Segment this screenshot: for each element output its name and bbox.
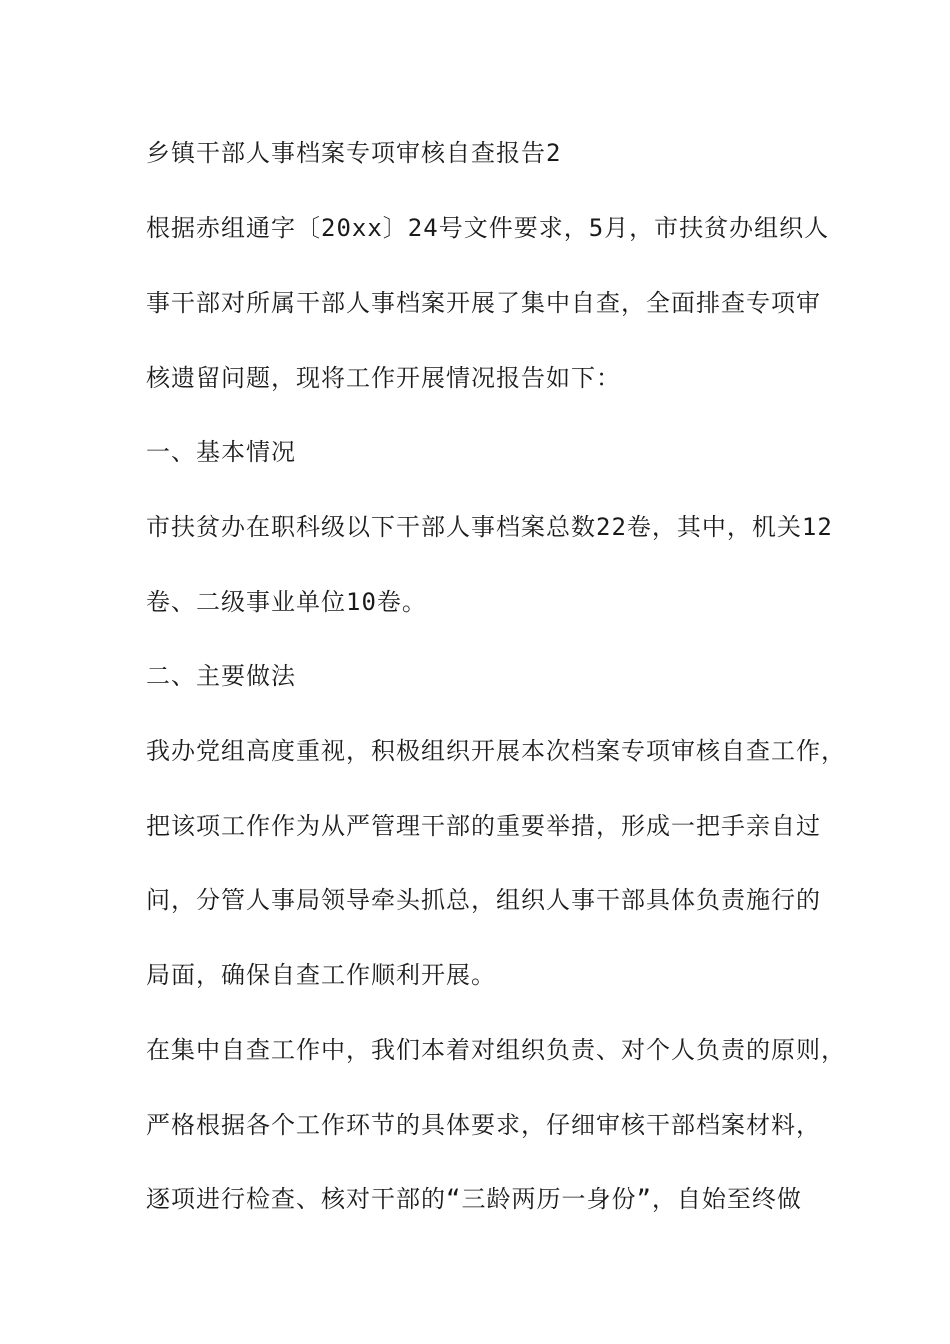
section2-para2-line-2: 严格根据各个工作环节的具体要求，仔细审核干部档案材料， — [146, 1111, 821, 1139]
section2-para1-line-1: 我办党组高度重视，积极组织开展本次档案专项审核自查工作， — [146, 737, 846, 765]
intro-line-1: 根据赤组通字〔20xx〕24号文件要求，5月，市扶贫办组织人 — [146, 214, 830, 242]
section2-para2-line-1: 在集中自查工作中，我们本着对组织负责、对个人负责的原则， — [146, 1036, 846, 1064]
section2-para1-line-4: 局面，确保自查工作顺利开展。 — [146, 961, 496, 989]
section1-heading: 一、基本情况 — [146, 438, 296, 466]
document-title: 乡镇干部人事档案专项审核自查报告2 — [146, 139, 562, 167]
section2-para1-line-3: 问，分管人事局领导牵头抓总，组织人事干部具体负责施行的 — [146, 886, 821, 914]
section2-heading: 二、主要做法 — [146, 662, 296, 690]
section1-line-2: 卷、二级事业单位10卷。 — [146, 588, 427, 616]
section2-para2-line-3: 逐项进行检查、核对干部的“三龄两历一身份”，自始至终做 — [146, 1185, 802, 1213]
section2-para1-line-2: 把该项工作作为从严管理干部的重要举措，形成一把手亲自过 — [146, 812, 821, 840]
intro-line-2: 事干部对所属干部人事档案开展了集中自查，全面排查专项审 — [146, 289, 821, 317]
intro-line-3: 核遗留问题，现将工作开展情况报告如下： — [146, 364, 621, 392]
section1-line-1: 市扶贫办在职科级以下干部人事档案总数22卷，其中，机关12 — [146, 513, 833, 541]
